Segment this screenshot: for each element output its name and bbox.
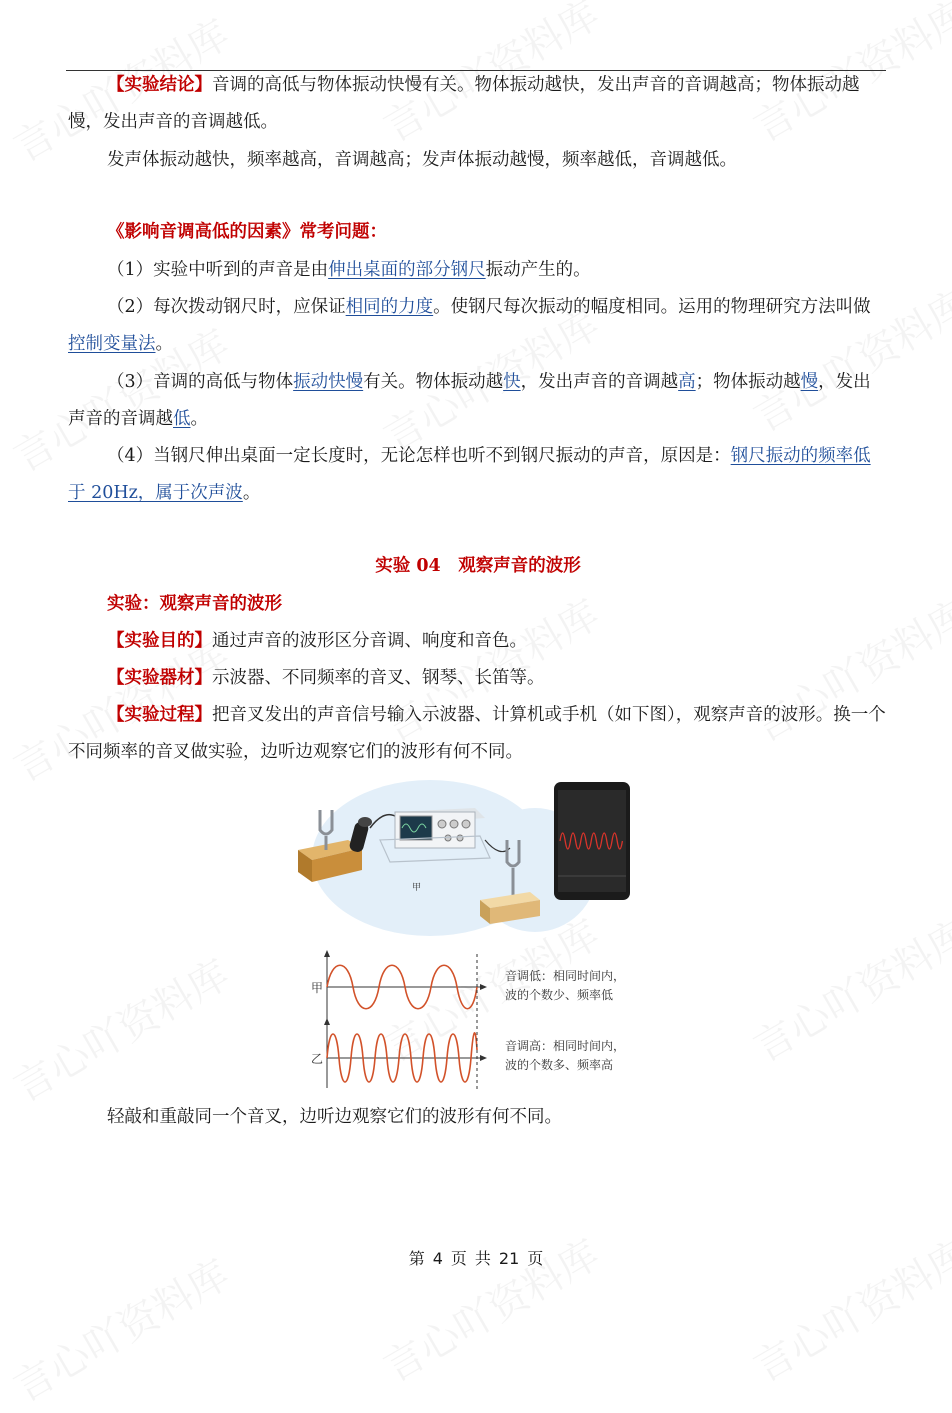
answer-q1: 伸出桌面的部分钢尺 bbox=[328, 260, 486, 280]
section-heading: 实验 04 观察声音的波形 bbox=[375, 556, 581, 576]
faq-q3: （3）音调的高低与物体振动快慢有关。物体振动越快，发出声音的音调越高；物体振动越慢，发出声音的音调越低。 bbox=[68, 372, 871, 429]
wave-bottom-label: 乙 bbox=[311, 1052, 324, 1066]
answer-q3-3: 高 bbox=[678, 372, 696, 392]
waveform-figure bbox=[305, 950, 665, 1095]
answer-q3-4: 慢 bbox=[800, 372, 819, 392]
note-top-line1: 音调低：相同时间内， bbox=[505, 969, 626, 983]
watermark bbox=[2, 944, 238, 1113]
closing-paragraph: 轻敲和重敲同一个音叉，边听边观察它们的波形有何不同。 bbox=[107, 1107, 562, 1127]
faq-q1: （1）实验中听到的声音是由伸出桌面的部分钢尺振动产生的。 bbox=[107, 260, 591, 280]
equipment-paragraph: 【实验器材】示波器、不同频率的音叉、钢琴、长笛等。 bbox=[107, 668, 545, 688]
watermark bbox=[742, 904, 952, 1073]
phone-icon bbox=[554, 782, 630, 900]
page-total: 21 bbox=[498, 1249, 520, 1268]
apparatus-illustration bbox=[290, 778, 640, 940]
photo-label: 甲 bbox=[412, 883, 422, 893]
answer-q2-1: 相同的力度 bbox=[345, 297, 434, 317]
process-paragraph: 【实验过程】把音叉发出的声音信号输入示波器、计算机或手机（如下图），观察声音的波形。换一个不同频率的音叉做实验，边听边观察它们的波形有何不同。 bbox=[68, 705, 886, 762]
note-bottom-line2: 波的个数多、频率高 bbox=[505, 1058, 614, 1072]
oscilloscope-icon bbox=[395, 808, 485, 848]
conclusion-label: 【实验结论】 bbox=[107, 75, 212, 95]
note-top-line2: 波的个数少、频率低 bbox=[505, 988, 614, 1002]
answer-q3-5: 低 bbox=[173, 409, 191, 429]
faq-q4: （4）当钢尺伸出桌面一定长度时，无论怎样也听不到钢尺振动的声音，原因是：钢尺振动的频率低于 20Hz，属于次声波。 bbox=[68, 446, 871, 503]
conclusion-text: 音调的高低与物体振动快慢有关。物体振动越快，发出声音的音调越高；物体振动越慢，发出声音的音调越低。 bbox=[68, 75, 860, 132]
watermark bbox=[2, 1244, 238, 1413]
faq-title: 《影响音调高低的因素》常考问题： bbox=[107, 222, 387, 242]
answer-q3-1: 振动快慢 bbox=[293, 372, 364, 392]
answer-q3-2: 快 bbox=[503, 372, 521, 392]
summary-paragraph: 发声体振动越快，频率越高，音调越高；发声体振动越慢，频率越低，音调越低。 bbox=[107, 150, 737, 170]
page-number: 4 bbox=[432, 1249, 443, 1268]
section-subheading: 实验：观察声音的波形 bbox=[107, 594, 282, 614]
page-footer: 第 4 页 共 21 页 bbox=[408, 1249, 544, 1268]
purpose-paragraph: 【实验目的】通过声音的波形区分音调、响度和音色。 bbox=[107, 631, 527, 651]
faq-q2: （2）每次拨动钢尺时，应保证相同的力度。使钢尺每次振动的幅度相同。运用的物理研究方法叫做控制变量法。 bbox=[68, 297, 871, 354]
wave-top-label: 甲 bbox=[311, 981, 324, 995]
answer-q2-2: 控制变量法 bbox=[68, 334, 156, 354]
conclusion-paragraph bbox=[68, 67, 888, 141]
high-pitch-wave bbox=[327, 1033, 477, 1082]
note-bottom-line1: 音调高：相同时间内， bbox=[505, 1039, 626, 1053]
answer-q4: 钢尺振动的频率低于 20Hz，属于次声波 bbox=[68, 446, 871, 503]
